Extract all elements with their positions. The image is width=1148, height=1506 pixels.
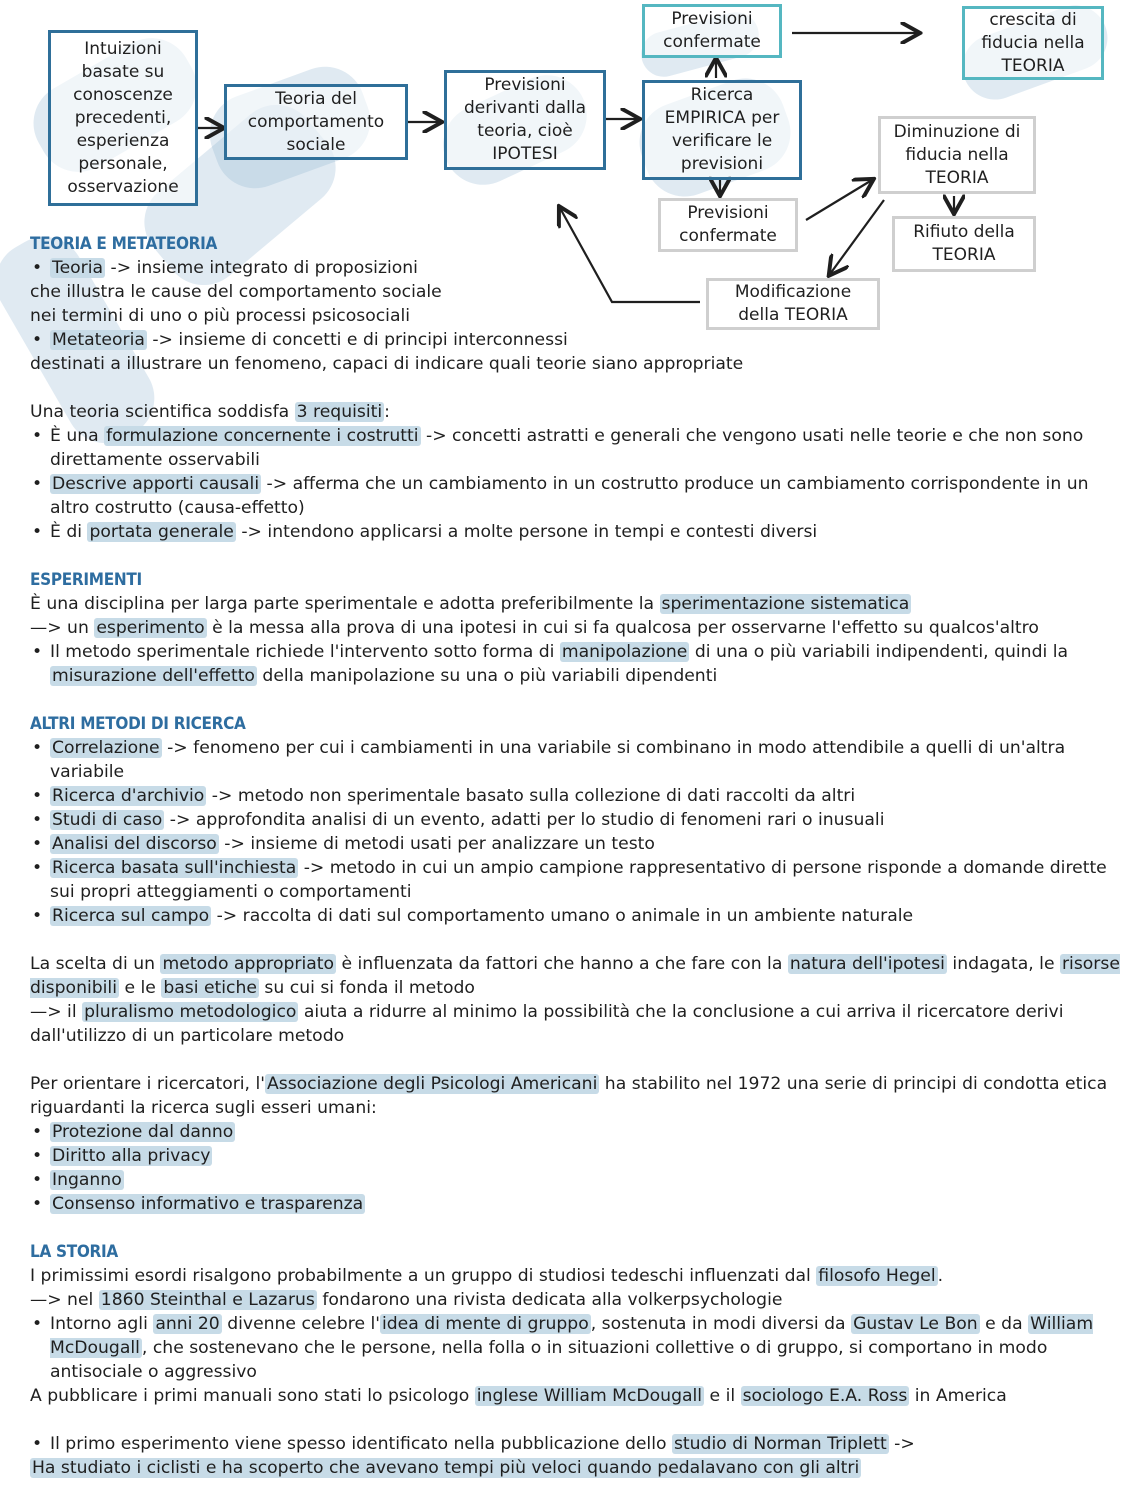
box-teoria-comportamento	[224, 84, 408, 160]
esperimenti-p1	[30, 592, 1120, 616]
req-colon: :	[384, 402, 390, 422]
storia-p1-b: .	[937, 1266, 944, 1286]
list-item	[30, 904, 1120, 928]
etica-item: Consenso informativo e trasparenza	[52, 1194, 364, 1214]
list-item	[30, 808, 1120, 832]
st-b1-c: , sostenuta in modi diversi da	[590, 1314, 852, 1334]
storia-p3-b: e il	[704, 1386, 741, 1406]
box-previsioni-derivanti	[444, 70, 606, 170]
metateoria-def: -> insieme di concetti e di principi interconnessi	[146, 330, 568, 350]
storia-last-hl: Ha studiato i ciclisti e ha scoperto che avevano tempi più veloci quando pedalavano con gli altri	[32, 1458, 860, 1478]
r3-hl: portata generale	[89, 522, 234, 542]
list-item	[30, 832, 1120, 856]
st-b1-hl4: William McDougall	[50, 1314, 1094, 1358]
list-item	[30, 1168, 1120, 1192]
requisiti-list	[30, 424, 1120, 544]
metodo-text: -> raccolta di dati sul comportamento umano o animale in un ambiente naturale	[211, 906, 914, 926]
heading-teoria: TEORIA E METATEORIA	[30, 234, 218, 254]
r1-hl: formulazione concernente i costrutti	[106, 426, 419, 446]
apa-principi	[30, 1072, 1120, 1120]
metodo-term: Ricerca sul campo	[52, 906, 210, 926]
plur-a: —> il	[30, 1002, 83, 1022]
r3-post: -> intendono applicarsi a molte persone in tempi e contesti diversi	[235, 522, 818, 542]
esp-b-hl2: misurazione dell'effetto	[52, 666, 255, 686]
list-item	[30, 736, 1120, 784]
heading-esperimenti: ESPERIMENTI	[30, 570, 142, 590]
storia-p3	[30, 1384, 1120, 1408]
box-diminuzione-fiducia	[878, 116, 1036, 194]
st-b1-hl2: idea di mente di gruppo	[381, 1314, 589, 1334]
heading-storia: LA STORIA	[30, 1242, 118, 1262]
st-b2-a: Il primo esperimento viene spesso identificato nella pubblicazione dello	[50, 1434, 672, 1454]
box-modificazione-teoria-text: Modificazione della TEORIA	[734, 282, 852, 325]
requisito-1	[30, 424, 1120, 472]
metodo-term: Ricerca d'archivio	[52, 786, 205, 806]
esp-p2-pre: —> un	[30, 618, 95, 638]
metateoria-cont: destinati a illustrare un fenomeno, capaci di indicare quali teorie siano appropriate	[30, 354, 744, 374]
heading-altri-metodi: ALTRI METODI DI RICERCA	[30, 714, 246, 734]
apa-b: ha stabilito nel 1972 una serie di principi di condotta etica riguardanti la ricerca sugli esseri umani:	[30, 1074, 1108, 1118]
esp-b-mid: di una o più variabili indipendenti, quindi la	[689, 642, 1069, 662]
storia-p2-a: —> nel	[30, 1290, 99, 1310]
box-previsioni-confermate-top-text: Previsioni confermate	[663, 9, 761, 52]
storia-bullet-2	[30, 1432, 1120, 1456]
box-intuizioni-text: Intuizioni basate su conoscenze precedenti, esperienza personale, osservazione	[67, 38, 179, 197]
esp-p1-hl: sperimentazione sistematica	[661, 594, 910, 614]
requisito-2	[30, 472, 1120, 520]
metodo-text: -> metodo non sperimentale basato sulla collezione di dati raccolti da altri	[206, 786, 856, 806]
etica-item: Inganno	[52, 1170, 122, 1190]
r2-hl: Descrive apporti causali	[52, 474, 260, 494]
box-diminuzione-fiducia-text: Diminuzione di fiducia nella TEORIA	[893, 121, 1021, 188]
st-b1-e: , che sostenevano che le persone, nella folla o in situazioni collettive o di gruppo, si comportano in modo antisociale o aggressivo	[50, 1338, 1048, 1382]
metodo-text: -> insieme di metodi usati per analizzare un testo	[218, 834, 655, 854]
pluralismo	[30, 1000, 1120, 1048]
scelta-hl3: risorse disponibili	[30, 954, 1120, 998]
storia-bullet-1	[30, 1312, 1120, 1384]
st-b1-b: divenne celebre l'	[221, 1314, 380, 1334]
requisiti-intro	[30, 400, 1120, 424]
storia-p2	[30, 1288, 1120, 1312]
req-hl: 3 requisiti	[296, 402, 383, 422]
box-intuizioni	[48, 30, 198, 206]
notes-content	[30, 232, 1120, 1480]
st-b1-hl1: anni 20	[155, 1314, 220, 1334]
esperimenti-list	[30, 640, 1120, 688]
storia-list	[30, 1312, 1120, 1384]
metodo-term: Correlazione	[52, 738, 160, 758]
esp-b-hl1: manipolazione	[561, 642, 688, 662]
st-b2-hl: studio di Norman Triplett	[673, 1434, 887, 1454]
r3-pre: È di	[50, 522, 88, 542]
st-b1-hl3: Gustav Le Bon	[853, 1314, 978, 1334]
storia-p3-hl1: inglese William McDougall	[476, 1386, 703, 1406]
scelta-d: e le	[118, 978, 162, 998]
teoria-list	[30, 256, 1120, 280]
storia-p3-hl2: sociologo E.A. Ross	[742, 1386, 908, 1406]
box-rifiuto-teoria-text: Rifiuto della TEORIA	[913, 222, 1015, 265]
list-item	[30, 1192, 1120, 1216]
scelta-hl1: metodo appropriato	[162, 954, 335, 974]
box-previsioni-confermate-bottom-text: Previsioni confermate	[679, 203, 777, 246]
scelta-hl4: basi etiche	[163, 978, 257, 998]
scelta-a: La scelta di un	[30, 954, 161, 974]
storia-p2-hl: 1860 Steinthal e Lazarus	[100, 1290, 315, 1310]
esp-p2-post: è la messa alla prova di una ipotesi in cui si fa qualcosa per osservarne l'effetto su qualcos'altro	[206, 618, 1039, 638]
esperimenti-bullet	[30, 640, 1120, 688]
list-item	[30, 1144, 1120, 1168]
esp-b-pre: Il metodo sperimentale richiede l'intervento sotto forma di	[50, 642, 560, 662]
scelta-b: è influenzata da fattori che hanno a che fare con la	[336, 954, 788, 974]
scelta-c: indagata, le	[946, 954, 1060, 974]
teoria-def: -> insieme integrato di proposizioni	[105, 258, 418, 278]
box-previsioni-derivanti-text: Previsioni derivanti dalla teoria, cioè IPOTESI	[463, 75, 587, 164]
teoria-bullet	[30, 256, 1120, 280]
term-metateoria: Metateoria	[52, 330, 145, 350]
metodo-term: Studi di caso	[52, 810, 163, 830]
storia-p3-c: in America	[909, 1386, 1007, 1406]
etica-item: Protezione dal danno	[52, 1122, 234, 1142]
storia-p1-hl: filosofo Hegel	[818, 1266, 936, 1286]
r1-pre: È una	[50, 426, 105, 446]
metodo-text: -> fenomeno per cui i cambiamenti in una variabile si combinano in modo attendibile a quelli di un'altra variabile	[50, 738, 1066, 782]
storia-p1-a: I primissimi esordi risalgono probabilmente a un gruppo di studiosi tedeschi influenzati dal	[30, 1266, 817, 1286]
box-ricerca-empirica	[642, 80, 802, 180]
metateoria-bullet	[30, 328, 1120, 352]
metateoria-list	[30, 328, 1120, 352]
metodo-term: Ricerca basata sull'inchiesta	[52, 858, 297, 878]
term-teoria: Teoria	[52, 258, 104, 278]
list-item	[30, 784, 1120, 808]
box-crescita-fiducia-text: crescita di fiducia nella TEORIA	[981, 9, 1085, 76]
scelta-e: su cui si fonda il metodo	[258, 978, 475, 998]
scelta-metodo	[30, 952, 1120, 1000]
box-teoria-comportamento-text: Teoria del comportamento sociale	[247, 88, 385, 155]
list-item	[30, 1120, 1120, 1144]
st-b2-b: ->	[888, 1434, 915, 1454]
requisito-3	[30, 520, 1120, 544]
st-b1-a: Intorno agli	[50, 1314, 154, 1334]
storia-last	[30, 1456, 1120, 1480]
teoria-line2: che illustra le cause del comportamento sociale	[30, 282, 442, 302]
box-ricerca-empirica-text: Ricerca EMPIRICA per verificare le previsioni	[664, 85, 780, 174]
storia-p3-a: A pubblicare i primi manuali sono stati lo psicologo	[30, 1386, 475, 1406]
teoria-line3: nei termini di uno o più processi psicosociali	[30, 306, 411, 326]
etica-list	[30, 1120, 1120, 1216]
storia-list-2	[30, 1432, 1120, 1456]
apa-hl: Associazione degli Psicologi Americani	[266, 1074, 598, 1094]
plur-b: aiuta a ridurre al minimo la possibilità che la conclusione a cui arriva il ricercatore derivi dall'utilizzo di un particolare metodo	[30, 1002, 1064, 1046]
metodo-text: -> metodo in cui un ampio campione rappresentativo di persone risponde a domande dirette sui propri atteggiamenti o comportamenti	[50, 858, 1107, 902]
box-previsioni-confermate-top	[642, 4, 782, 58]
r2-post: -> afferma che un cambiamento in un costrutto produce un cambiamento corrispondente in un altro costrutto (causa-effetto)	[50, 474, 1089, 518]
storia-p1	[30, 1264, 1120, 1288]
esp-p2-hl: esperimento	[96, 618, 205, 638]
plur-hl: pluralismo metodologico	[84, 1002, 297, 1022]
box-crescita-fiducia	[962, 6, 1104, 80]
r1-post: -> concetti astratti e generali che vengono usati nelle teorie e che non sono direttamente osservabili	[50, 426, 1084, 470]
metodo-text: -> approfondita analisi di un evento, adatti per lo studio di fenomeni rari o inusuali	[164, 810, 885, 830]
esp-b-post: della manipolazione su una o più variabili dipendenti	[256, 666, 718, 686]
etica-item: Diritto alla privacy	[52, 1146, 211, 1166]
req-intro-text: Una teoria scientifica soddisfa	[30, 402, 295, 422]
metodo-term: Analisi del discorso	[52, 834, 217, 854]
apa-a: Per orientare i ricercatori, l'	[30, 1074, 265, 1094]
esperimenti-p2	[30, 616, 1120, 640]
st-b1-d: e da	[979, 1314, 1029, 1334]
storia-p2-b: fondarono una rivista dedicata alla volkerpsychologie	[316, 1290, 783, 1310]
scelta-hl2: natura dell'ipotesi	[789, 954, 945, 974]
altri-metodi-list	[30, 736, 1120, 928]
esp-p1-pre: È una disciplina per larga parte sperimentale e adotta preferibilmente la	[30, 594, 660, 614]
list-item	[30, 856, 1120, 904]
